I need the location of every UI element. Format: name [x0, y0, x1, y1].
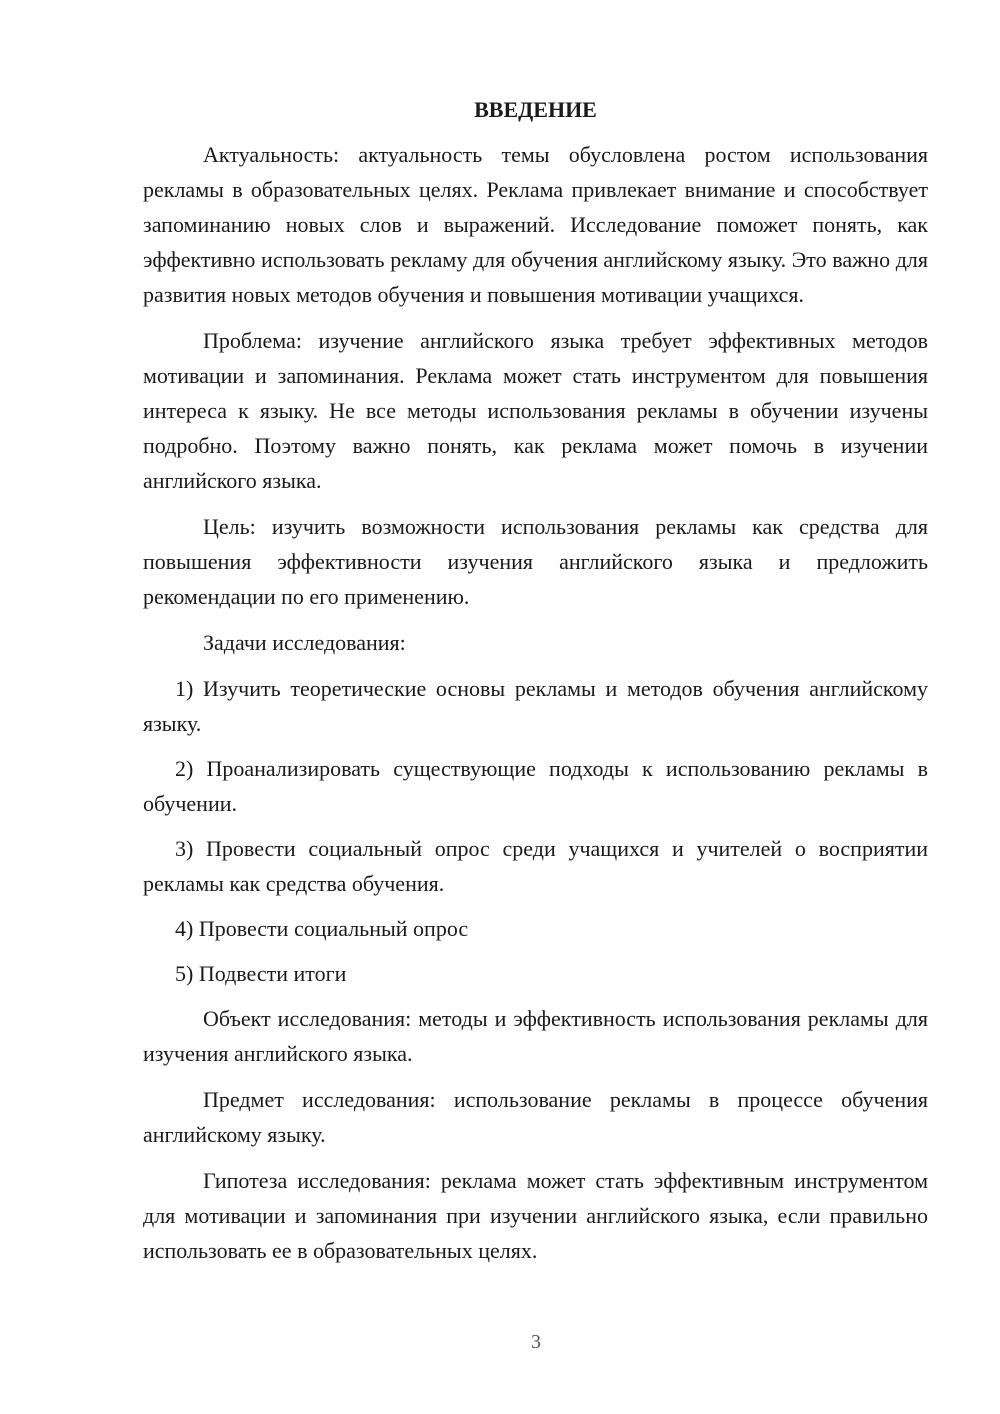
list-item: 5) Подвести итоги — [175, 961, 347, 986]
section-heading: ВВЕДЕНИЕ — [474, 97, 597, 122]
list-item: 1) Изучить теоретические основы рекламы и методов обучения английскому языку. — [143, 676, 928, 736]
paragraph-hypothesis: Гипотеза исследования: реклама может стать эффективным инструментом для мотивации и запоминания при изучении английского языка, если правильно использовать ее в образовательных целях. — [143, 1168, 928, 1263]
paragraph-goal: Цель: изучить возможности использования рекламы как средства для повышения эффективности изучения английского языка и предложить рекомендации по его применению. — [143, 514, 928, 609]
list-item: 3) Провести социальный опрос среди учащихся и учителей о восприятии рекламы как средства обучения. — [143, 836, 928, 896]
paragraph-object: Объект исследования: методы и эффективность использования рекламы для изучения английского языка. — [143, 1006, 928, 1066]
paragraph-subject: Предмет исследования: использование рекламы в процессе обучения английскому языку. — [143, 1087, 928, 1147]
tasks-list — [143, 671, 928, 991]
list-item: 4) Провести социальный опрос — [175, 916, 469, 941]
list-item: 2) Проанализировать существующие подходы к использованию рекламы в обучении. — [143, 756, 928, 816]
page-number: 3 — [531, 1331, 541, 1353]
paragraph-relevance: Актуальность: актуальность темы обусловлена ростом использования рекламы в образовательных целях. Реклама привлекает внимание и способствует запоминанию новых слов и выражений. Исследование поможет понять, как эффективно использовать рекламу для обучения английскому языку. Это важно для развития новых методов обучения и повышения мотивации учащихся. — [143, 142, 928, 307]
tasks-title: Задачи исследования: — [203, 630, 406, 655]
document-page — [143, 92, 928, 1279]
paragraph-problem: Проблема: изучение английского языка требует эффективных методов мотивации и запоминания. Реклама может стать инструментом для повышения интереса к языку. Не все методы использования рекламы в обучении изучены подробно. Поэтому важно понять, как реклама может помочь в изучении английского языка. — [143, 328, 928, 493]
